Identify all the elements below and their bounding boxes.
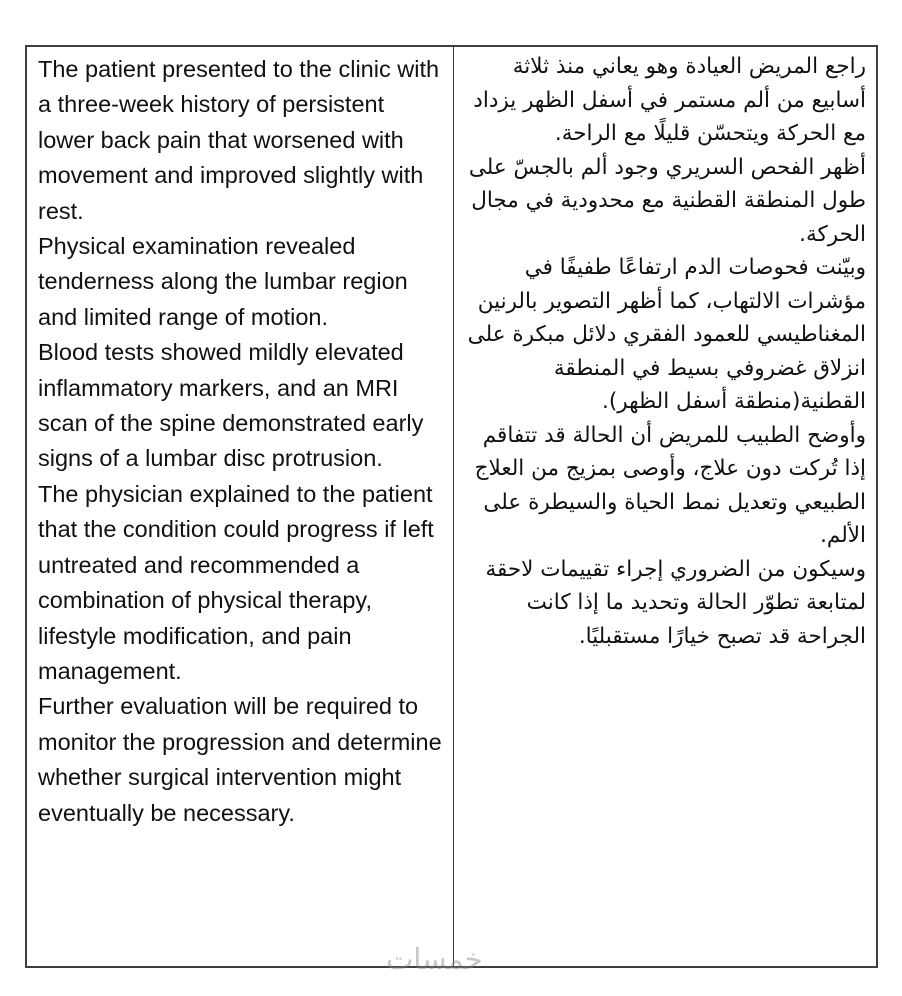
- translation-table: [25, 45, 878, 968]
- arabic-paragraph-1: راجع المريض العيادة وهو يعاني منذ ثلاثة أسابيع من ألم مستمر في أسفل الظهر يزداد مع الحركة ويتحسّن قليلًا مع الراحة.: [473, 54, 866, 146]
- arabic-paragraph-3: وبيّنت فحوصات الدم ارتفاعًا طفيفًا في مؤشرات الالتهاب، كما أظهر التصوير بالرنين المغناطيسي للعمود الفقري دلائل مبكرة على انزلاق غضروفي بسيط في المنطقة القطنية(منطقة أسفل الظهر).: [467, 255, 866, 414]
- arabic-column: [454, 47, 876, 966]
- english-paragraph-5: Further evaluation will be required to monitor the progression and determine whether surgical intervention might eventually be necessary.: [38, 693, 442, 826]
- arabic-paragraph-5: وسيكون من الضروري إجراء تقييمات لاحقة لمتابعة تطوّر الحالة وتحديد ما إذا كانت الجراحة قد تصبح خيارًا مستقبليًا.: [485, 556, 866, 649]
- arabic-paragraph-4: وأوضح الطبيب للمريض أن الحالة قد تتفاقم إذا تُركت دون علاج، وأوصى بمزيج من العلاج الطبيعي وتعديل نمط الحياة والسيطرة على الألم.: [474, 422, 866, 548]
- english-paragraph-2: Physical examination revealed tenderness along the lumbar region and limited range of motion.: [38, 233, 408, 330]
- english-paragraph-1: The patient presented to the clinic with a three-week history of persistent lower back pain that worsened with movement and improved slightly with rest.: [38, 56, 440, 224]
- arabic-paragraph-2: أظهر الفحص السريري وجود ألم بالجسّ على طول المنطقة القطنية مع محدودية في مجال الحركة.: [468, 154, 866, 247]
- english-paragraph-3: Blood tests showed mildly elevated inflammatory markers, and an MRI scan of the spine demonstrated early signs of a lumbar disc protrusion.: [38, 339, 424, 472]
- english-paragraph-4: The physician explained to the patient that the condition could progress if left untreated and recommended a combination of physical therapy, lifestyle modification, and pain management.: [38, 480, 434, 684]
- khamsat-watermark: خمسات: [386, 942, 483, 976]
- english-column: [27, 47, 454, 966]
